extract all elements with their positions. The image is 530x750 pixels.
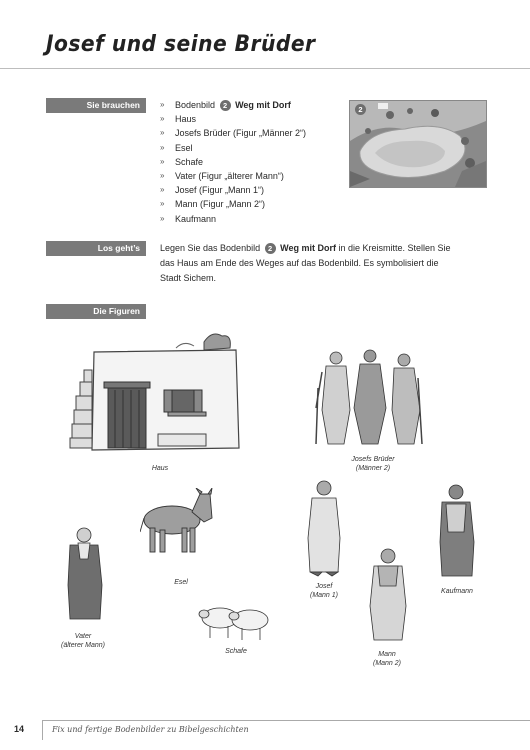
floor-picture-thumbnail — [349, 100, 487, 188]
list-item — [160, 141, 306, 155]
caption-man — [364, 650, 410, 668]
bullet: » — [160, 142, 165, 152]
floor-picture-illustration — [350, 101, 486, 187]
caption-line: Mann — [378, 651, 396, 658]
materials-list — [160, 98, 306, 226]
instruction-text — [160, 241, 460, 286]
section-label-figures: Die Figuren — [46, 304, 146, 319]
bullet: » — [160, 171, 165, 181]
number-badge: 2 — [355, 104, 366, 115]
footer-divider — [42, 720, 530, 721]
list-item — [160, 183, 306, 197]
list-item — [160, 155, 306, 169]
list-item — [160, 112, 306, 126]
merchant-illustration — [436, 482, 478, 580]
caption-sheep: Schafe — [225, 648, 247, 655]
caption-line: Josefs Brüder — [351, 456, 395, 463]
list-item-text: Schafe — [175, 156, 204, 167]
bullet: » — [160, 199, 165, 209]
caption-line: Josef — [315, 583, 333, 590]
bullet: » — [160, 100, 165, 109]
instruction-part: in die Kreismitte. Stellen Sie das Haus am Ende des Weges auf das Bodenbild. Es symbolisiert die Stadt Sichem. — [160, 243, 451, 283]
brothers-illustration — [314, 348, 426, 450]
man-illustration — [366, 546, 410, 644]
section-label-materials: Sie brauchen — [46, 98, 146, 113]
page-title: Josef und seine Brüder — [46, 32, 316, 57]
list-item-text: Mann (Figur „Mann 2“) — [175, 199, 266, 210]
number-badge: 2 — [220, 100, 231, 111]
footer-divider — [42, 720, 43, 740]
father-illustration — [64, 525, 106, 625]
donkey-illustration — [140, 488, 220, 554]
title-divider — [0, 68, 530, 69]
bullet: » — [160, 185, 165, 195]
caption-line: (Männer 2) — [355, 465, 391, 472]
list-item-text: Vater (Figur „älterer Mann“) — [175, 171, 284, 182]
page-number: 14 — [14, 724, 25, 734]
list-item-text: Esel — [175, 142, 193, 153]
caption-line: (Mann 1) — [309, 592, 338, 599]
section-label-start: Los geht’s — [46, 241, 146, 256]
list-item-bold: Weg mit Dorf — [235, 100, 291, 110]
list-item — [160, 126, 306, 140]
bullet: » — [160, 114, 165, 124]
list-item — [160, 98, 306, 112]
house-illustration — [64, 330, 242, 455]
bullet: » — [160, 213, 165, 223]
list-item — [160, 197, 306, 211]
caption-josef — [302, 582, 346, 600]
caption-line: Vater — [74, 633, 92, 640]
list-item-text: Kaufmann — [175, 213, 217, 224]
list-item-text: Bodenbild — [175, 100, 216, 110]
josef-illustration — [302, 478, 346, 578]
caption-merchant: Kaufmann — [441, 588, 473, 595]
list-item — [160, 169, 306, 183]
instruction-part: Legen Sie das Bodenbild — [160, 243, 261, 253]
sheep-illustration — [198, 602, 274, 642]
list-item-text: Josef (Figur „Mann 1“) — [175, 185, 265, 196]
list-item-text: Haus — [175, 114, 197, 125]
caption-line: (älterer Mann) — [61, 642, 105, 649]
caption-donkey: Esel — [174, 579, 188, 586]
list-item — [160, 212, 306, 226]
bullet: » — [160, 156, 165, 166]
footer-text: Fix und fertige Bodenbilder zu Bibelgeschichten — [52, 725, 249, 734]
number-badge: 2 — [265, 243, 276, 254]
caption-brothers — [338, 455, 408, 473]
caption-line: (Mann 2) — [372, 660, 401, 667]
instruction-bold: Weg mit Dorf — [280, 243, 336, 253]
caption-house: Haus — [151, 465, 169, 472]
caption-father — [46, 632, 120, 650]
bullet: » — [160, 128, 165, 138]
list-item-text: Josefs Brüder (Figur „Männer 2“) — [175, 128, 307, 139]
